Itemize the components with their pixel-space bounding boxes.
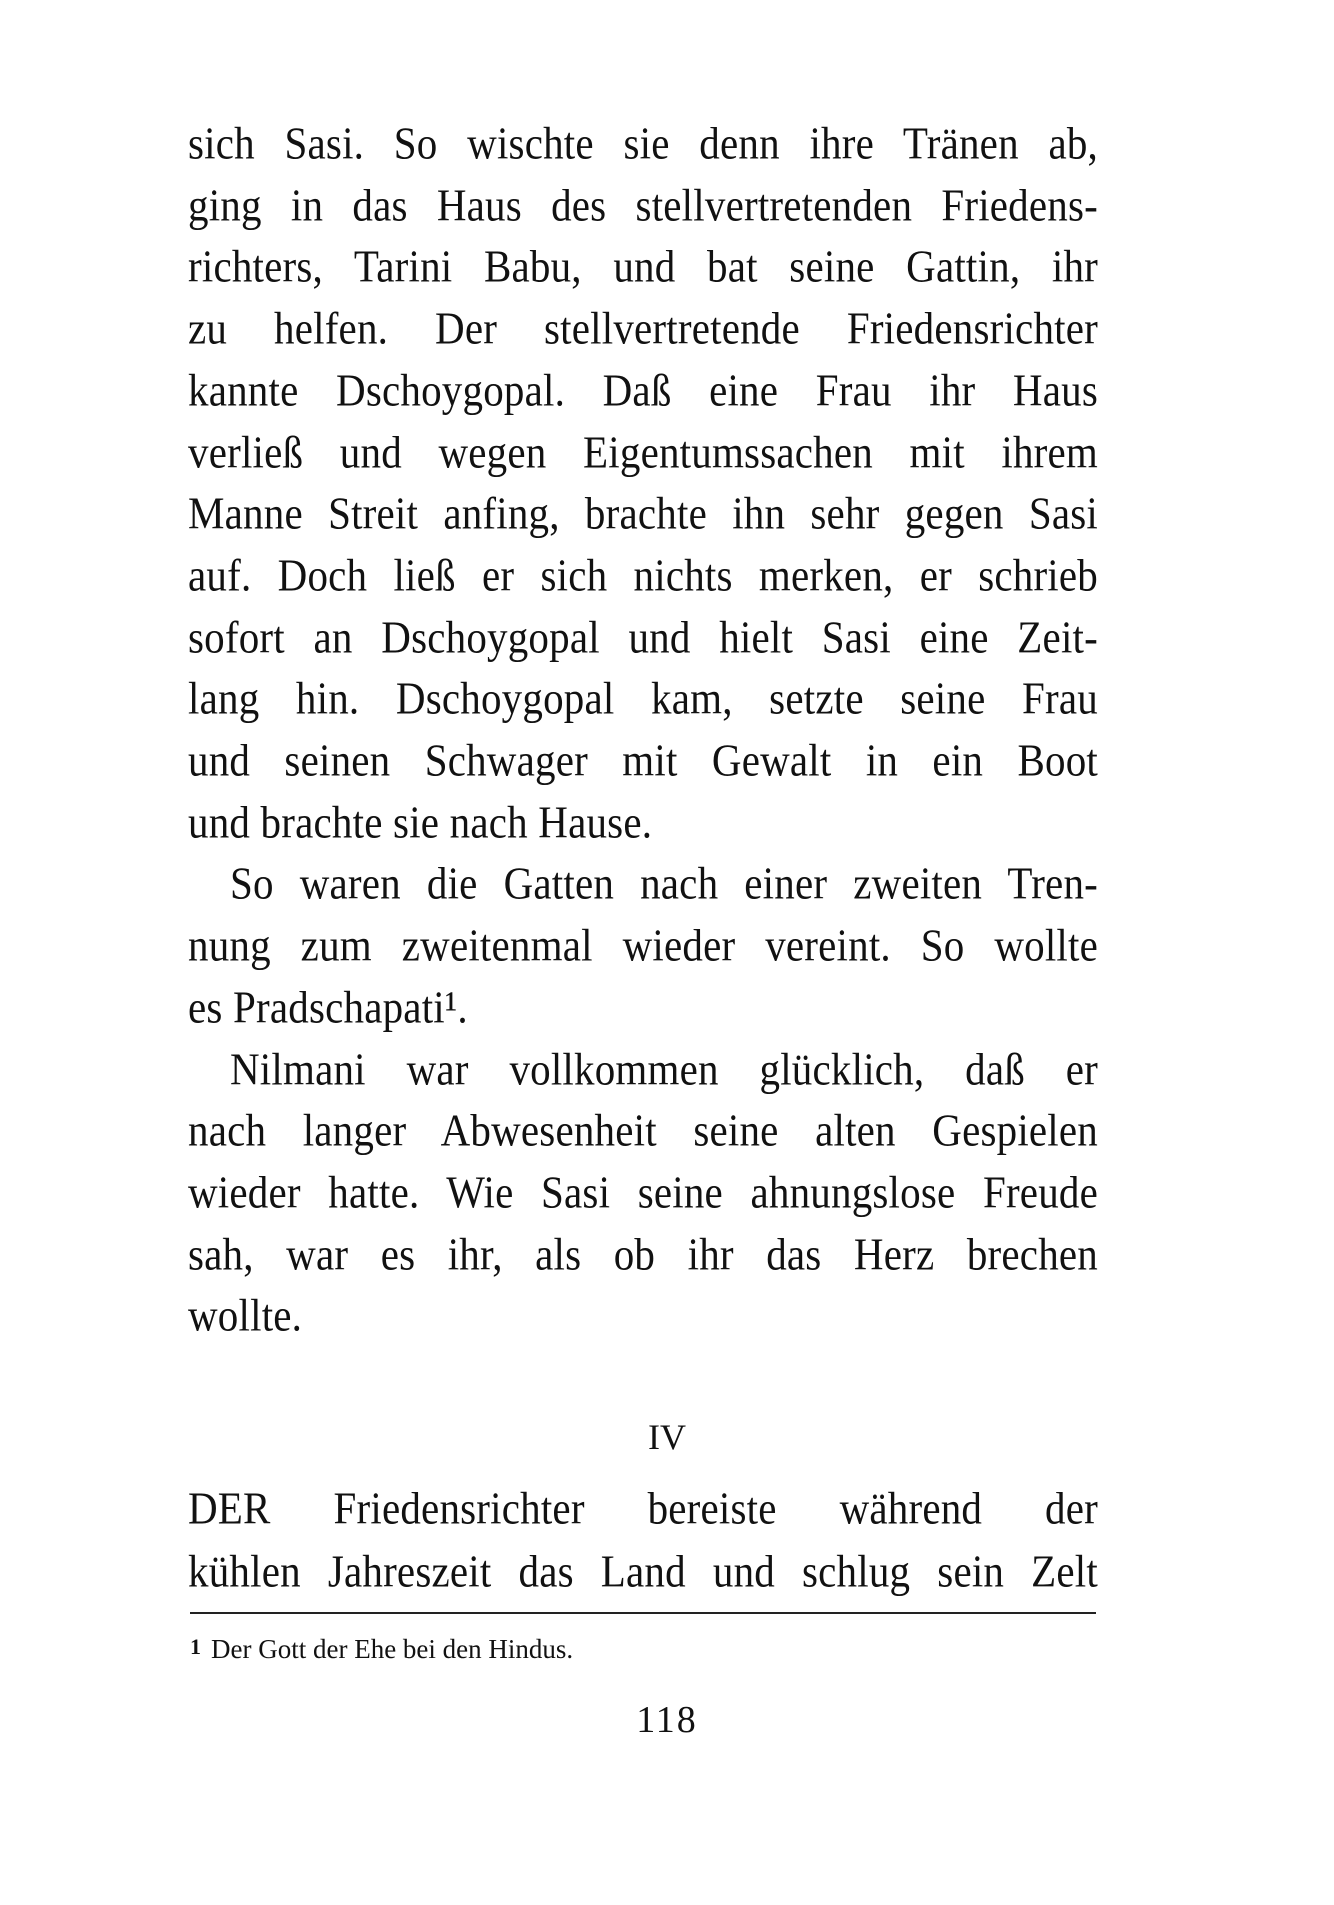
chapter-line-content: DER Friedensrichter bereiste während der bbox=[188, 1482, 1098, 1534]
text-line-content: verließ und wegen Eigentumssachen mit ihrem bbox=[188, 425, 1098, 478]
text-line-content: kannte Dschoygopal. Daß eine Frau ihr Haus bbox=[188, 364, 1098, 416]
text-line-content: nach langer Abwesenheit seine alten Gespielen bbox=[188, 1104, 1098, 1156]
text-line-content: sofort an Dschoygopal und hielt Sasi eine Zeit- bbox=[188, 610, 1098, 663]
text-line-content: wollte. bbox=[188, 1289, 303, 1342]
text-line-content: sich Sasi. So wischte sie denn ihre Tränen ab, bbox=[188, 117, 1098, 169]
text-line bbox=[188, 1224, 1098, 1284]
chapter-line-content: kühlen Jahreszeit das Land und schlug sein Zelt bbox=[188, 1545, 1098, 1597]
text-line bbox=[188, 298, 1098, 358]
text-line bbox=[188, 607, 1098, 667]
text-line-content: wieder hatte. Wie Sasi seine ahnungslose Freude bbox=[188, 1166, 1098, 1218]
text-line bbox=[188, 113, 1098, 173]
text-line-content: es Pradschapati¹. bbox=[188, 981, 468, 1033]
text-line bbox=[188, 175, 1098, 235]
footnote bbox=[190, 1630, 573, 1666]
text-line bbox=[188, 1162, 1098, 1222]
page-number: 118 bbox=[636, 1699, 698, 1741]
text-line-content: Manne Streit anfing, brachte ihn sehr gegen Sasi bbox=[188, 487, 1098, 539]
text-line bbox=[188, 668, 1098, 728]
text-line-content: auf. Doch ließ er sich nichts merken, er schrieb bbox=[188, 549, 1098, 601]
text-line bbox=[188, 730, 1098, 790]
text-line bbox=[188, 545, 1098, 605]
text-line-content: lang hin. Dschoygopal kam, setzte seine Frau bbox=[188, 672, 1098, 725]
footnote-rule bbox=[190, 1612, 1096, 1614]
text-line bbox=[188, 915, 1098, 975]
text-line-content: ging in das Haus des stellvertretenden Friedens- bbox=[188, 178, 1098, 231]
text-line-content: nung zum zweitenmal wieder vereint. So wollte bbox=[188, 919, 1098, 971]
text-line-content: und brachte sie nach Hause. bbox=[188, 795, 653, 848]
text-line bbox=[188, 360, 1098, 420]
text-line bbox=[188, 483, 1098, 543]
text-line-content: Nilmani war vollkommen glücklich, daß er bbox=[230, 1042, 1098, 1095]
text-line-content: So waren die Gatten nach einer zweiten Tren- bbox=[230, 857, 1098, 910]
footnote-text: Der Gott der Ehe bei den Hindus. bbox=[211, 1634, 574, 1664]
text-line bbox=[230, 1039, 1098, 1099]
text-line bbox=[188, 236, 1098, 296]
text-line bbox=[188, 422, 1098, 482]
text-line-content: zu helfen. Der stellvertretende Friedensrichter bbox=[188, 302, 1098, 354]
chapter-heading: IV bbox=[648, 1417, 686, 1457]
chapter-line bbox=[188, 1478, 1098, 1538]
text-line-content: richters, Tarini Babu, und bat seine Gattin, ihr bbox=[188, 240, 1098, 293]
footnote-marker: 1 bbox=[190, 1634, 201, 1659]
text-line bbox=[188, 1100, 1098, 1160]
text-line-content: und seinen Schwager mit Gewalt in ein Boot bbox=[188, 734, 1098, 786]
text-line-content: sah, war es ihr, als ob ihr das Herz brechen bbox=[188, 1227, 1098, 1280]
text-line bbox=[188, 977, 1098, 1037]
text-line bbox=[188, 1285, 1098, 1345]
chapter-line bbox=[188, 1541, 1098, 1601]
text-line bbox=[230, 853, 1098, 913]
text-line bbox=[188, 792, 1098, 852]
